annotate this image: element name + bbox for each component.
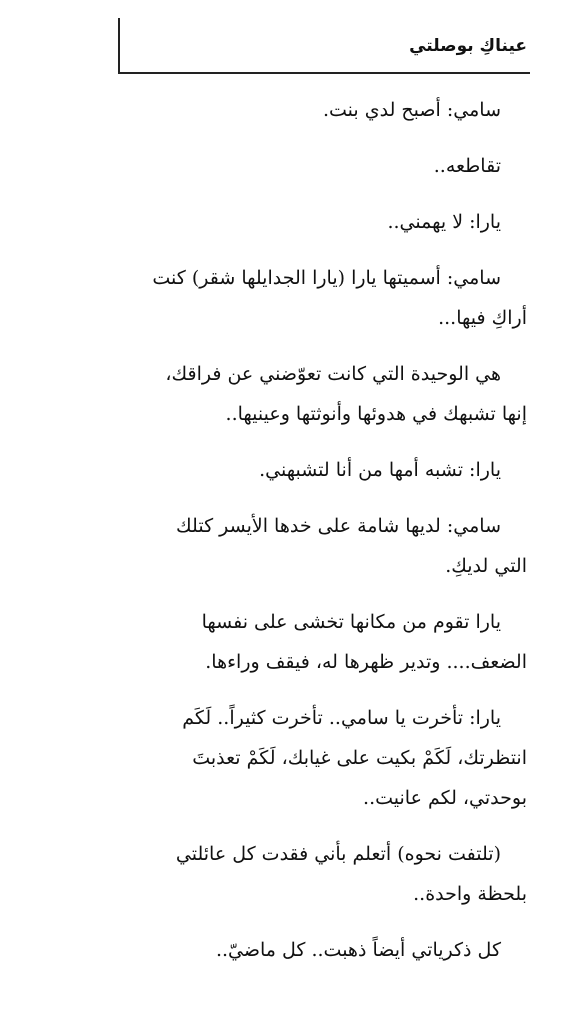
text-line: (تلتفت نحوه) أتعلم بأني فقدت كل عائلتي bbox=[175, 843, 501, 865]
paragraph-5 bbox=[60, 354, 527, 434]
text-line: كل ذكرياتي أيضاً ذهبت.. كل ماضيّ.. bbox=[215, 939, 501, 961]
paragraph-11 bbox=[60, 930, 527, 970]
text-line: بوحدتي، لكم عانيت.. bbox=[363, 787, 527, 809]
header-vertical-rule bbox=[118, 18, 120, 74]
text-line: يارا: تشبه أمها من أنا لتشبهني. bbox=[259, 459, 501, 481]
body-text bbox=[60, 90, 527, 986]
text-line: تقاطعه.. bbox=[433, 155, 501, 177]
paragraph-10 bbox=[60, 834, 527, 914]
paragraph-8 bbox=[60, 602, 527, 682]
paragraph-7 bbox=[60, 506, 527, 586]
text-line: انتظرتك، لَكَمْ بكيت على غيابك، لَكَمْ تعذبتَ bbox=[192, 747, 527, 769]
running-header-title: عيناكِ بوصلتي bbox=[409, 36, 527, 56]
header-horizontal-rule bbox=[118, 72, 530, 74]
text-line: الضعف.... وتدير ظهرها له، فيقف وراءها. bbox=[205, 651, 527, 673]
text-line: سامي: أصبح لدي بنت. bbox=[322, 99, 501, 121]
text-line: هي الوحيدة التي كانت تعوّضني عن فراقك، bbox=[165, 363, 501, 385]
paragraph-6 bbox=[60, 450, 527, 490]
text-line: سامي: أسميتها يارا (يارا الجدايلها شقر) كنت bbox=[152, 267, 501, 289]
paragraph-9 bbox=[60, 698, 527, 818]
text-line: سامي: لديها شامة على خدها الأيسر كتلك bbox=[176, 515, 501, 537]
text-line: يارا: لا يهمني.. bbox=[387, 211, 501, 233]
paragraph-3 bbox=[60, 202, 527, 242]
text-line: التي لديكِ. bbox=[445, 555, 527, 577]
text-line: يارا تقوم من مكانها تخشى على نفسها bbox=[201, 611, 501, 633]
paragraph-2 bbox=[60, 146, 527, 186]
paragraph-4 bbox=[60, 258, 527, 338]
text-line: بلحظة واحدة.. bbox=[413, 883, 527, 905]
text-line: إنها تشبهك في هدوئها وأنوثتها وعينيها.. bbox=[225, 403, 527, 425]
paragraph-1 bbox=[60, 90, 527, 130]
text-line: أراكِ فيها... bbox=[438, 307, 527, 329]
text-line: يارا: تأخرت يا سامي.. تأخرت كثيراً.. لَكَم bbox=[182, 707, 501, 729]
